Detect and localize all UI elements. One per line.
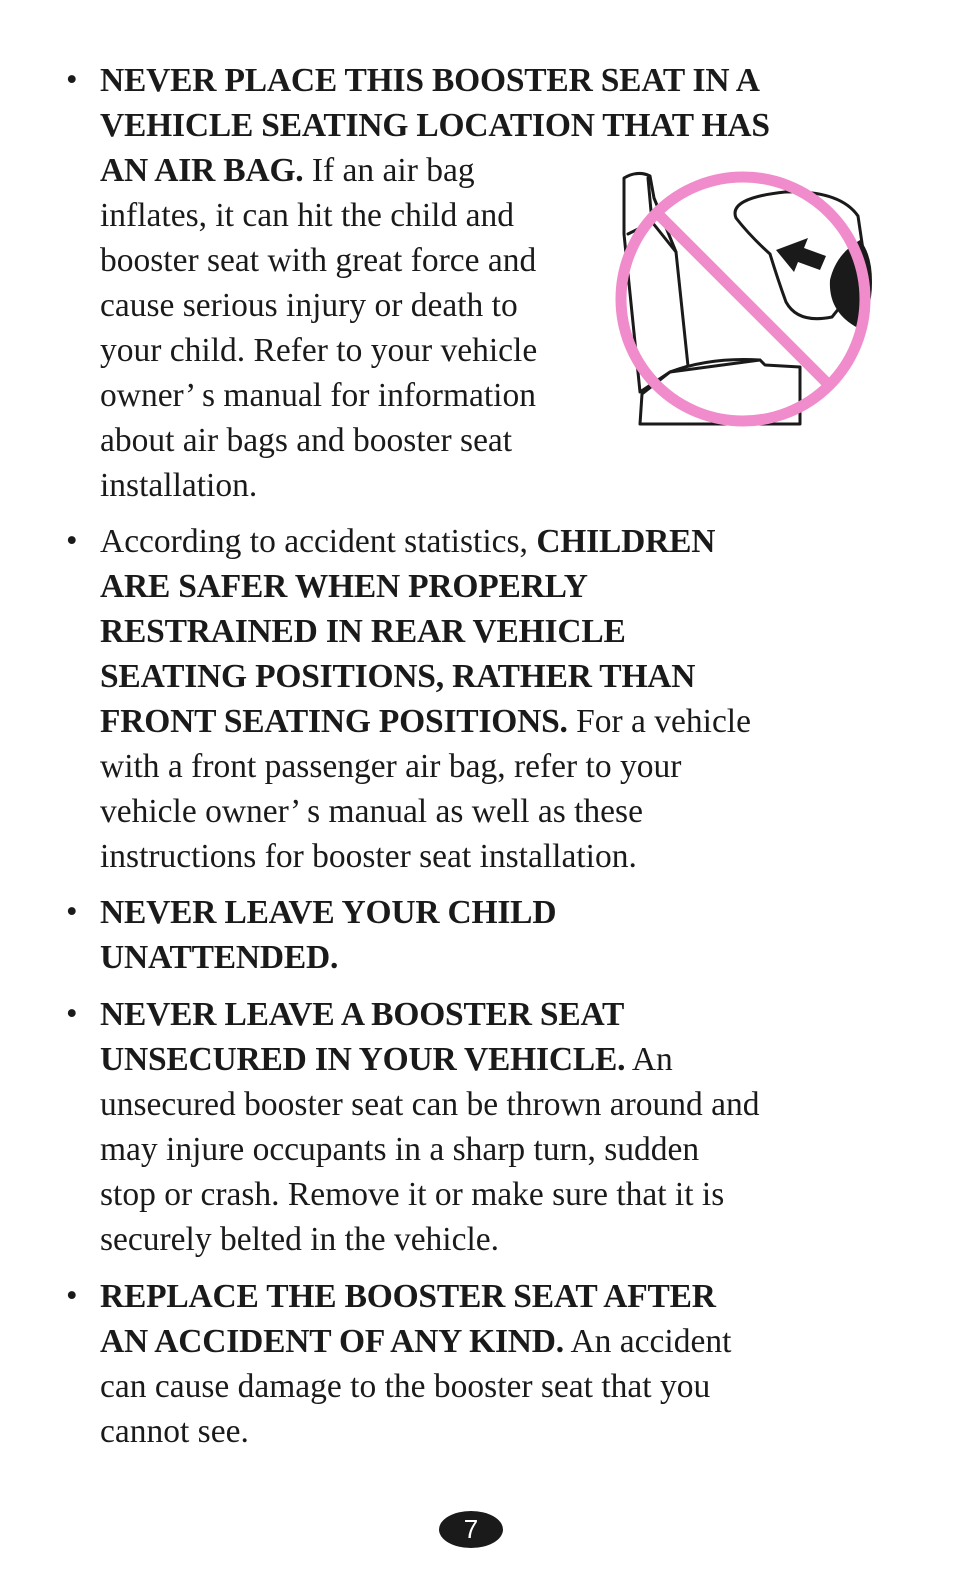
text-line: AN AIR BAG. If an air bag	[100, 152, 475, 189]
text-line: cause serious injury or death to	[100, 287, 518, 324]
text-line: installation.	[100, 467, 258, 504]
text-line: SEATING POSITIONS, RATHER THAN	[100, 658, 696, 695]
text-line: UNSECURED IN YOUR VEHICLE. An	[100, 1041, 673, 1078]
text-line: REPLACE THE BOOSTER SEAT AFTER	[100, 1278, 716, 1315]
bullet: •	[66, 62, 78, 98]
text-line: NEVER LEAVE YOUR CHILD	[100, 894, 557, 931]
text-line: AN ACCIDENT OF ANY KIND. An accident	[100, 1323, 732, 1360]
text-line: UNATTENDED.	[100, 939, 339, 976]
text-line: inflates, it can hit the child and	[100, 197, 514, 234]
text-line: VEHICLE SEATING LOCATION THAT HAS	[100, 107, 770, 144]
text-line: owner’ s manual for information	[100, 377, 536, 414]
text-line: securely belted in the vehicle.	[100, 1221, 500, 1258]
text-line: According to accident statistics, CHILDREN	[100, 523, 716, 560]
text-line: may injure occupants in a sharp turn, sudden	[100, 1131, 700, 1168]
text-line: ARE SAFER WHEN PROPERLY	[100, 568, 588, 605]
text-line: with a front passenger air bag, refer to your	[100, 748, 682, 785]
text-line: instructions for booster seat installation.	[100, 838, 637, 875]
text-line: vehicle owner’ s manual as well as these	[100, 793, 643, 830]
text-line: booster seat with great force and	[100, 242, 537, 279]
bullet: •	[66, 894, 78, 930]
text-line: unsecured booster seat can be thrown around and	[100, 1086, 760, 1123]
text-line: NEVER LEAVE A BOOSTER SEAT	[100, 996, 625, 1033]
warning-text	[100, 519, 751, 879]
warning-text	[100, 890, 556, 980]
text-line: FRONT SEATING POSITIONS. For a vehicle	[100, 703, 751, 740]
bullet: •	[66, 996, 78, 1032]
page-number: 7	[439, 1511, 503, 1548]
text-line: can cause damage to the booster seat that you	[100, 1368, 711, 1405]
no-airbag-seat-icon	[610, 162, 880, 437]
arrow-icon	[776, 238, 826, 272]
text-line: about air bags and booster seat	[100, 422, 513, 459]
text-line: cannot see.	[100, 1413, 249, 1450]
warning-text	[100, 1274, 731, 1454]
text-line: your child. Refer to your vehicle	[100, 332, 538, 369]
bullet: •	[66, 1278, 78, 1314]
warning-text	[100, 992, 760, 1262]
text-line: RESTRAINED IN REAR VEHICLE	[100, 613, 626, 650]
text-line: stop or crash. Remove it or make sure that it is	[100, 1176, 725, 1213]
bullet: •	[66, 523, 78, 559]
text-line: NEVER PLACE THIS BOOSTER SEAT IN A	[100, 62, 760, 99]
